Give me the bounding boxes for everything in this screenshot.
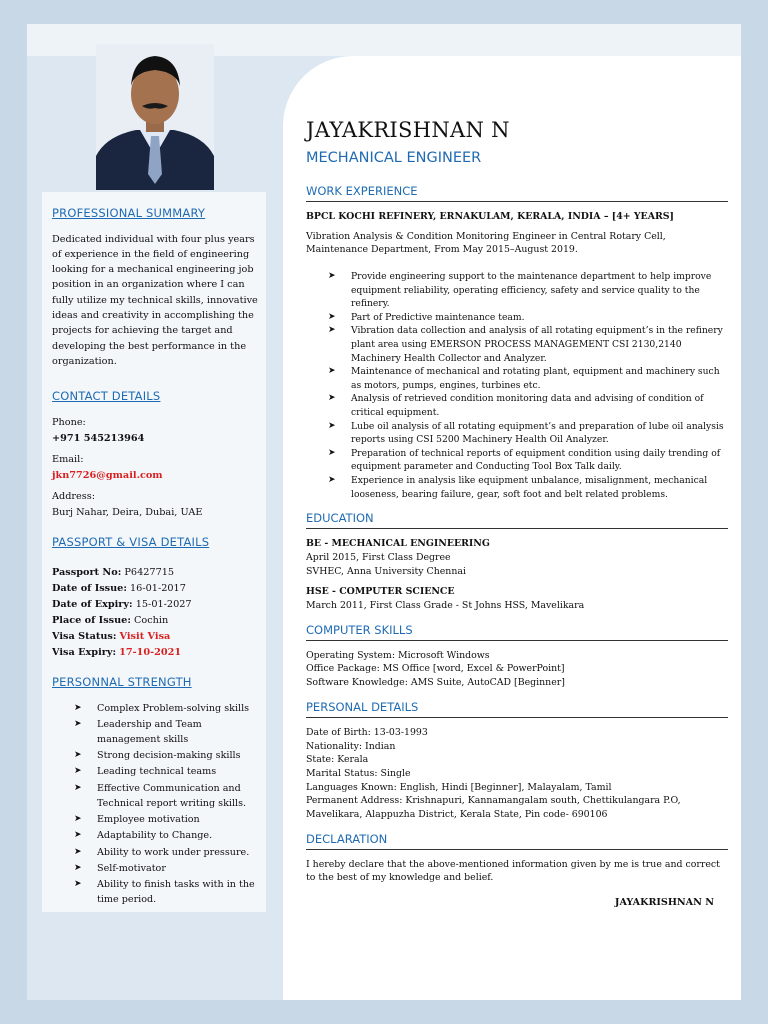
personal-address-1: Permanent Address: Krishnapuri, Kannamangalam south, Chettikulangara P.O, [306,795,681,807]
issue-date-value: 16-01-2017 [130,583,186,595]
arrowhead-icon: ➤ [74,718,82,729]
list-item: ➤ Leading technical teams [52,764,260,779]
strength-list [52,701,260,908]
computer-heading: COMPUTER SKILLS [306,623,728,641]
phone-value: +971 545213964 [52,432,145,444]
arrowhead-icon: ➤ [328,393,336,404]
personal-address-2: Mavelikara, Alappuzha District, Kerala State, Pin code- 690106 [306,809,608,821]
arrowhead-icon: ➤ [328,475,336,486]
education-be-title: BE - MECHANICAL ENGINEERING [306,538,490,550]
work-role-line1: Vibration Analysis & Condition Monitoring Engineer in Central Rotary Cell, [306,230,666,242]
list-item: ➤ Ability to work under pressure. [52,845,260,860]
education-be-line2: SVHEC, Anna University Chennai [306,565,466,577]
arrowhead-icon: ➤ [74,702,82,713]
work-heading: WORK EXPERIENCE [306,184,728,202]
issue-place-value: Cochin [134,615,169,627]
summary-heading: PROFESSIONAL SUMMARY [52,206,206,220]
arrowhead-icon: ➤ [328,447,336,458]
list-item: ➤ Self-motivator [52,861,260,876]
declaration-line1: I hereby declare that the above-mentioned information given by me is true and correct [306,858,720,870]
email-link[interactable]: jkn7726@gmail.com [52,469,163,481]
personal-languages: Languages Known: English, Hindi [Beginner], Malayalam, Tamil [306,781,612,793]
arrowhead-icon: ➤ [328,420,336,431]
visa-expiry-label: Visa Expiry: [52,647,117,659]
list-item: ➤ Preparation of technical reports of equipment condition using daily trending of equipment parameter and Conducting Tool Box Talk daily. [328,447,721,473]
arrowhead-icon: ➤ [74,878,82,889]
issue-date-label: Date of Issue: [52,583,127,595]
list-item: ➤ Complex Problem-solving skills [52,701,260,716]
profile-photo [96,44,214,190]
education-heading: EDUCATION [306,511,728,529]
list-item: ➤ Experience in analysis like equipment unbalance, misalignment, mechanical looseness, bearing failure, gear, soft foot and belt related problems. [328,475,708,500]
visa-status-value: Visit Visa [119,631,171,643]
personal-nationality: Nationality: Indian [306,740,396,752]
issue-place-label: Place of Issue: [52,615,131,627]
candidate-title: MECHANICAL ENGINEER [306,150,482,166]
expiry-date-label: Date of Expiry: [52,599,133,611]
passport-heading: PASSPORT & VISA DETAILS [52,534,210,549]
left-column [52,206,260,908]
address-value: Burj Nahar, Deira, Dubai, UAE [52,506,203,518]
visa-status-label: Visa Status: [52,631,117,643]
list-item: ➤ Adaptability to Change. [52,828,260,843]
arrowhead-icon: ➤ [74,862,82,873]
arrowhead-icon: ➤ [74,750,82,761]
personal-state: State: Kerala [306,754,369,766]
list-item: ➤ Part of Predictive maintenance team. [328,311,525,323]
declaration-heading: DECLARATION [306,832,728,850]
arrowhead-icon: ➤ [328,271,336,282]
education-be-line1: April 2015, First Class Degree [306,551,451,563]
candidate-name: JAYAKRISHNAN N [306,118,510,142]
contact-heading: CONTACT DETAILS [52,389,161,404]
computer-software: Software Knowledge: AMS Suite, AutoCAD [Beginner] [306,677,565,689]
personal-marital: Marital Status: Single [306,767,411,779]
signature: JAYAKRISHNAN N [614,897,714,909]
work-bullets [306,270,728,501]
work-role-line2: Maintenance Department, From May 2015–August 2019. [306,244,578,256]
computer-office: Office Package: MS Office [word, Excel & PowerPoint] [306,663,565,675]
arrowhead-icon: ➤ [74,782,82,793]
education-hse-line1: March 2011, First Class Grade - St Johns HSS, Mavelikara [306,600,585,612]
summary-text: Dedicated individual with four plus years of experience in the field of engineering looking for a mechanical engineering job position in an organization where I can fully utilize my technical skills, innovative ideas and creativity in accomplishing the projects for achieving the target and developing the best performance in the organization. [52,233,258,367]
list-item: ➤ Effective Communication and Technical report writing skills. [74,782,247,809]
arrowhead-icon: ➤ [328,325,336,336]
arrowhead-icon: ➤ [74,846,82,857]
arrowhead-icon: ➤ [74,766,82,777]
list-item: ➤ Provide engineering support to the maintenance department to help improve equipment reliability, operating efficiency, safety and service quality to the refinery. [328,271,712,310]
personal-heading: PERSONAL DETAILS [306,700,728,718]
visa-expiry-value: 17-10-2021 [119,647,182,659]
arrowhead-icon: ➤ [328,366,336,377]
arrowhead-icon: ➤ [74,830,82,841]
list-item: ➤ Leadership and Team management skills [74,718,202,746]
strength-heading: PERSONNAL STRENGTH [52,675,192,690]
work-company: BPCL KOCHI REFINERY, ERNAKULAM, KERALA, INDIA – [4+ YEARS] [306,211,674,222]
arrowhead-icon: ➤ [74,814,82,825]
education-hse-title: HSE - COMPUTER SCIENCE [306,586,455,598]
computer-os: Operating System: Microsoft Windows [306,649,490,661]
address-label: Address: [52,490,95,502]
list-item: ➤ Vibration data collection and analysis of all rotating equipment’s in the refinery plant area using EMERSON PROCESS MANAGEMENT CSI 2130,2140 Machinery Health Collector and Analyzer. [328,325,723,364]
personal-dob: Date of Birth: 13-03-1993 [306,726,428,738]
declaration-line2: to the best of my knowledge and belief. [306,872,494,884]
list-item: ➤ Lube oil analysis of all rotating equipment’s and preparation of lube oil analysis reports using CSI 5200 Machinery Health Oil Analyzer. [328,420,724,446]
right-column [306,118,728,908]
list-item: ➤ Maintenance of mechanical and rotating plant, equipment and machinery such as motors, pumps, engines, turbines etc. [328,366,720,391]
passport-label: Passport No: [52,567,122,579]
phone-label: Phone: [52,416,86,428]
list-item: ➤ Analysis of retrieved condition monitoring data and advising of condition of critical equipment. [328,393,704,419]
list-item: ➤ Strong decision-making skills [52,748,260,763]
expiry-date-value: 15-01-2027 [135,599,192,611]
list-item: ➤ Employee motivation [52,812,260,827]
list-item: ➤ Ability to finish tasks with in the time period. [74,878,255,906]
passport-value: P6427715 [124,567,175,579]
email-label: Email: [52,453,84,465]
arrowhead-icon: ➤ [328,311,336,322]
